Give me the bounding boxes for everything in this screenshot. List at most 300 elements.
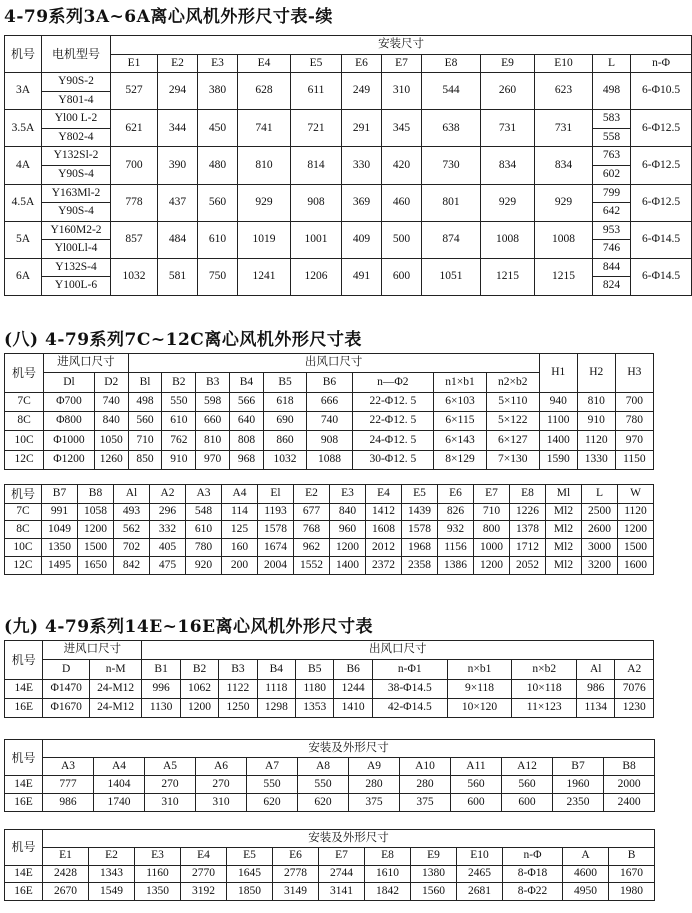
table-cell: 690: [263, 411, 306, 430]
table-row: [5, 147, 692, 166]
motor-model-cell: Yl00 L-2: [42, 110, 111, 129]
table-cell: 5×122: [486, 411, 539, 430]
table-cell: 1378: [510, 521, 546, 539]
table-cell: 1000: [474, 539, 510, 557]
table-cell: 581: [158, 258, 198, 295]
table-cell: 1008: [535, 221, 593, 258]
header-cell: L: [582, 485, 618, 504]
motor-model-cell: Y132Sl-2: [42, 147, 111, 166]
table-cell: 623: [535, 73, 593, 110]
table-cell: 808: [230, 431, 264, 450]
table-cell: 2600: [582, 521, 618, 539]
header-cell: 机号: [5, 641, 43, 680]
header-cell: E9: [411, 847, 457, 865]
header-cell: E7: [319, 847, 365, 865]
table-row: [5, 431, 654, 450]
table-cell: 22-Φ12. 5: [352, 392, 433, 411]
table-row: [5, 794, 655, 812]
table-cell: 260: [481, 73, 535, 110]
table-cell: 3141: [319, 883, 365, 901]
table-cell: 1001: [291, 221, 342, 258]
header-row: [5, 660, 654, 679]
table-cell: 910: [162, 450, 196, 469]
table-cell: 1552: [294, 557, 330, 575]
table-cell: 741: [238, 110, 291, 147]
motor-model-cell: Y132S-4: [42, 258, 111, 277]
table-cell: 280: [349, 776, 400, 794]
table-cell: 834: [535, 147, 593, 184]
table-row: [5, 450, 654, 469]
header-cell: E2: [294, 485, 330, 504]
table-cell: 840: [330, 503, 366, 521]
table1: [4, 35, 692, 296]
table-cell: 310: [196, 794, 247, 812]
table-cell: 1134: [577, 698, 615, 717]
table-cell: 14E: [5, 776, 43, 794]
table-cell: 640: [230, 411, 264, 430]
table-cell: 4950: [563, 883, 609, 901]
table-cell: 1062: [180, 679, 218, 698]
table-cell: 2052: [510, 557, 546, 575]
motor-model-cell: Yl00Ll-4: [42, 240, 111, 259]
table-cell: 1156: [438, 539, 474, 557]
table-cell: 834: [481, 147, 535, 184]
table-cell: 544: [422, 73, 481, 110]
table-cell: 602: [593, 165, 631, 184]
table-cell: 3200: [582, 557, 618, 575]
header-cell: B6: [334, 660, 372, 679]
table-cell: 777: [43, 776, 94, 794]
header-cell: E4: [366, 485, 402, 504]
table-cell: 910: [577, 411, 615, 430]
table-cell: 780: [615, 411, 653, 430]
table-cell: 560: [198, 184, 238, 221]
table-cell: 970: [196, 450, 230, 469]
table-cell: 810: [577, 392, 615, 411]
table-cell: 731: [481, 110, 535, 147]
table-cell: 3149: [273, 883, 319, 901]
table-cell: 527: [111, 73, 158, 110]
header-cell: D2: [94, 373, 128, 392]
table-cell: 1380: [411, 865, 457, 883]
table-cell: 2428: [43, 865, 89, 883]
header-group-cell: 进风口尺寸: [44, 354, 129, 373]
table-cell: 1610: [365, 865, 411, 883]
table3-part-c: [4, 829, 655, 901]
table-cell: 437: [158, 184, 198, 221]
table-cell: 1608: [366, 521, 402, 539]
header-group-cell: 出风口尺寸: [142, 641, 654, 660]
header-cell: 机号: [5, 485, 42, 504]
table-cell: 1206: [291, 258, 342, 295]
header-cell: A9: [349, 758, 400, 776]
header-group-cell: 安装及外形尺寸: [43, 740, 655, 758]
table3-title: (九) 4-79系列14E~16E离心风机外形尺寸表: [4, 617, 374, 637]
table-cell: 1650: [78, 557, 114, 575]
table-cell: 270: [145, 776, 196, 794]
table-cell: 1244: [334, 679, 372, 698]
table-cell: 628: [238, 73, 291, 110]
motor-model-cell: Y801-4: [42, 91, 111, 110]
table2-part-a: [4, 353, 654, 470]
table-cell: 677: [294, 503, 330, 521]
table-cell: 114: [222, 503, 258, 521]
table-cell: Φ1470: [43, 679, 89, 698]
table-cell: 850: [128, 450, 162, 469]
table-cell: 986: [43, 794, 94, 812]
header-cell: B2: [162, 373, 196, 392]
table-cell: 484: [158, 221, 198, 258]
table-cell: 409: [342, 221, 382, 258]
table-cell: 968: [230, 450, 264, 469]
table-cell: 824: [593, 277, 631, 296]
table-cell: 6-Φ12.5: [631, 110, 692, 147]
header-cell: E5: [402, 485, 438, 504]
machine-no-cell: 4.5A: [5, 184, 42, 221]
table-cell: 16E: [5, 794, 43, 812]
table-cell: 6×103: [434, 392, 487, 411]
header-cell: B7: [42, 485, 78, 504]
motor-model-cell: Y90S-2: [42, 73, 111, 92]
table-cell: 1250: [219, 698, 257, 717]
table-cell: 405: [150, 539, 186, 557]
table-cell: 583: [593, 110, 631, 129]
header-cell: E4: [238, 54, 291, 73]
header-row: [5, 485, 654, 504]
table-row: [5, 392, 654, 411]
table-row: [5, 698, 654, 717]
table-cell: 970: [615, 431, 653, 450]
header-row: [5, 830, 655, 848]
header-row: [5, 354, 654, 373]
table-cell: 6-Φ12.5: [631, 184, 692, 221]
table-cell: 2681: [457, 883, 503, 901]
table-cell: 960: [330, 521, 366, 539]
table-cell: 270: [196, 776, 247, 794]
table-cell: 16E: [5, 883, 43, 901]
table-cell: 330: [342, 147, 382, 184]
machine-no-cell: 6A: [5, 258, 42, 295]
table-cell: 8-Φ18: [503, 865, 563, 883]
header-cell: E5: [227, 847, 273, 865]
header-cell: L: [593, 54, 631, 73]
header-cell: 机号: [5, 830, 43, 866]
table-cell: 1960: [553, 776, 604, 794]
table3-part-a: [4, 640, 654, 718]
header-group-cell: 进风口尺寸: [43, 641, 142, 660]
table-cell: 38-Φ14.5: [372, 679, 447, 698]
table-row: [5, 539, 654, 557]
table-cell: 702: [114, 539, 150, 557]
header-cell: A10: [400, 758, 451, 776]
table-cell: 460: [382, 184, 422, 221]
table-cell: 10×118: [512, 679, 577, 698]
table-cell: 1578: [402, 521, 438, 539]
table-cell: 14E: [5, 679, 43, 698]
table-cell: 6-Φ10.5: [631, 73, 692, 110]
table-cell: 1674: [258, 539, 294, 557]
header-cell: A7: [247, 758, 298, 776]
header-cell: H1: [539, 354, 577, 393]
table-cell: 2004: [258, 557, 294, 575]
table-cell: 11×123: [512, 698, 577, 717]
header-cell: E5: [291, 54, 342, 73]
header-cell: El: [258, 485, 294, 504]
table-cell: 4600: [563, 865, 609, 883]
table-cell: 369: [342, 184, 382, 221]
table-cell: 600: [382, 258, 422, 295]
header-cell: E1: [43, 847, 89, 865]
table-cell: 10×120: [447, 698, 512, 717]
header-cell: E3: [330, 485, 366, 504]
table-row: [5, 184, 692, 203]
table-cell: 475: [150, 557, 186, 575]
table-cell: 2372: [366, 557, 402, 575]
table-cell: 10C: [5, 539, 42, 557]
table-cell: 1200: [330, 539, 366, 557]
header-cell: E6: [342, 54, 382, 73]
table-cell: 1008: [481, 221, 535, 258]
table-cell: 6-Φ14.5: [631, 258, 692, 295]
table3-part-b: [4, 739, 655, 812]
table-cell: 908: [291, 184, 342, 221]
table-row: [5, 503, 654, 521]
header-cell: E7: [382, 54, 422, 73]
table-cell: 1051: [422, 258, 481, 295]
table-cell: 929: [238, 184, 291, 221]
table-cell: 1410: [334, 698, 372, 717]
header-cell: A5: [145, 758, 196, 776]
header-cell: E4: [181, 847, 227, 865]
table-cell: 600: [451, 794, 502, 812]
table-cell: 1645: [227, 865, 273, 883]
table-cell: 953: [593, 221, 631, 240]
table-cell: 2500: [582, 503, 618, 521]
table-cell: 1215: [535, 258, 593, 295]
table-cell: 498: [593, 73, 631, 110]
table-cell: 7C: [5, 503, 42, 521]
header-row: [5, 641, 654, 660]
table-cell: 2358: [402, 557, 438, 575]
header-cell: H3: [615, 354, 653, 393]
table-cell: 799: [593, 184, 631, 203]
table-cell: 1100: [539, 411, 577, 430]
table-cell: Φ800: [44, 411, 95, 430]
table-cell: 6×115: [434, 411, 487, 430]
table-cell: 620: [247, 794, 298, 812]
header-cell: n-Φ: [631, 54, 692, 73]
table-cell: 1670: [609, 865, 655, 883]
table-cell: 1350: [135, 883, 181, 901]
table-cell: 2778: [273, 865, 319, 883]
table-cell: 345: [382, 110, 422, 147]
header-cell: A: [563, 847, 609, 865]
table-cell: 1120: [577, 431, 615, 450]
table-cell: 296: [150, 503, 186, 521]
table-cell: 5×110: [486, 392, 539, 411]
table-cell: 280: [400, 776, 451, 794]
table-cell: 700: [111, 147, 158, 184]
header-group-cell: 安装尺寸: [111, 36, 692, 55]
header-cell: 机号: [5, 740, 43, 776]
table-cell: 3000: [582, 539, 618, 557]
table-cell: 2400: [604, 794, 655, 812]
header-cell: Al: [577, 660, 615, 679]
table-cell: 1122: [219, 679, 257, 698]
table-cell: 1560: [411, 883, 457, 901]
header-cell: B4: [257, 660, 295, 679]
header-cell: E3: [135, 847, 181, 865]
table-cell: 1980: [609, 883, 655, 901]
header-cell: A6: [196, 758, 247, 776]
table-cell: Ml2: [546, 557, 582, 575]
table-cell: 7C: [5, 392, 44, 411]
header-group-cell: 出风口尺寸: [128, 354, 539, 373]
header-cell: A2: [615, 660, 654, 679]
header-cell: B5: [296, 660, 334, 679]
table-cell: 1200: [180, 698, 218, 717]
table-cell: 1120: [618, 503, 654, 521]
table-cell: 1330: [577, 450, 615, 469]
motor-model-cell: Y90S-4: [42, 203, 111, 222]
table-cell: 920: [186, 557, 222, 575]
table-cell: 700: [615, 392, 653, 411]
table-cell: 550: [298, 776, 349, 794]
table-cell: 500: [382, 221, 422, 258]
table-cell: 291: [342, 110, 382, 147]
table-cell: 1400: [539, 431, 577, 450]
table-cell: 929: [535, 184, 593, 221]
header-cell: Dl: [44, 373, 95, 392]
table-cell: 310: [145, 794, 196, 812]
table-cell: 750: [198, 258, 238, 295]
table-cell: 480: [198, 147, 238, 184]
table-cell: 16E: [5, 698, 43, 717]
table-cell: 1230: [615, 698, 654, 717]
table-cell: 491: [342, 258, 382, 295]
header-cell: n-M: [89, 660, 142, 679]
header-cell: E6: [438, 485, 474, 504]
table-cell: 42-Φ14.5: [372, 698, 447, 717]
table-cell: 991: [42, 503, 78, 521]
table-cell: 1600: [618, 557, 654, 575]
table-cell: 8-Φ22: [503, 883, 563, 901]
table-cell: 740: [307, 411, 352, 430]
table-cell: 1495: [42, 557, 78, 575]
table-cell: 24-Φ12. 5: [352, 431, 433, 450]
table-cell: Ml2: [546, 503, 582, 521]
table-cell: 1549: [89, 883, 135, 901]
table-cell: 810: [238, 147, 291, 184]
header-row: [5, 758, 655, 776]
table-cell: 810: [196, 431, 230, 450]
header-cell: B3: [219, 660, 257, 679]
header-cell: A12: [502, 758, 553, 776]
table2-part-b: [4, 484, 654, 575]
table-cell: 610: [186, 521, 222, 539]
header-cell: n-Φ1: [372, 660, 447, 679]
motor-model-cell: Y802-4: [42, 128, 111, 147]
header-cell: E7: [474, 485, 510, 504]
table-cell: 730: [422, 147, 481, 184]
table-cell: 2744: [319, 865, 365, 883]
table-cell: 6-Φ12.5: [631, 147, 692, 184]
table-cell: 1049: [42, 521, 78, 539]
header-cell: n×b1: [447, 660, 512, 679]
table-cell: 638: [422, 110, 481, 147]
header-cell: B5: [263, 373, 306, 392]
table-cell: 621: [111, 110, 158, 147]
table-cell: 1712: [510, 539, 546, 557]
header-cell: B1: [142, 660, 180, 679]
table-cell: 14E: [5, 865, 43, 883]
table1-title: 4-79系列3A~6A离心风机外形尺寸表-续: [4, 7, 333, 27]
table2-title: (八) 4-79系列7C~12C离心风机外形尺寸表: [4, 330, 362, 350]
header-row: [5, 36, 692, 55]
table-cell: 10C: [5, 431, 44, 450]
header-cell: E8: [422, 54, 481, 73]
header-cell: B: [609, 847, 655, 865]
table-cell: 844: [593, 258, 631, 277]
table-cell: 249: [342, 73, 382, 110]
table-cell: 932: [438, 521, 474, 539]
table-cell: 2012: [366, 539, 402, 557]
table-cell: 710: [128, 431, 162, 450]
header-cell: E10: [535, 54, 593, 73]
header-cell: A2: [150, 485, 186, 504]
header-cell: E10: [457, 847, 503, 865]
table-cell: 814: [291, 147, 342, 184]
table-cell: 762: [162, 431, 196, 450]
table-cell: 801: [422, 184, 481, 221]
table-cell: 8C: [5, 411, 44, 430]
table-cell: 660: [196, 411, 230, 430]
header-cell: E2: [89, 847, 135, 865]
table-cell: 2770: [181, 865, 227, 883]
table-cell: 1200: [474, 557, 510, 575]
table-cell: 550: [247, 776, 298, 794]
table-cell: 857: [111, 221, 158, 258]
table-cell: 763: [593, 147, 631, 166]
table-cell: 618: [263, 392, 306, 411]
header-cell: A4: [222, 485, 258, 504]
header-cell: E8: [365, 847, 411, 865]
table-row: [5, 221, 692, 240]
table-cell: Φ1670: [43, 698, 89, 717]
table-cell: 1160: [135, 865, 181, 883]
table-cell: 9×118: [447, 679, 512, 698]
table-row: [5, 865, 655, 883]
table-cell: 12C: [5, 450, 44, 469]
header-cell: E6: [273, 847, 319, 865]
table-cell: 390: [158, 147, 198, 184]
header-cell: A8: [298, 758, 349, 776]
table-cell: 996: [142, 679, 180, 698]
motor-model-cell: Y90S-4: [42, 165, 111, 184]
header-cell: n-Φ: [503, 847, 563, 865]
header-cell: A11: [451, 758, 502, 776]
header-cell: A3: [186, 485, 222, 504]
table-cell: 24-M12: [89, 698, 142, 717]
table-cell: 962: [294, 539, 330, 557]
table-cell: 620: [298, 794, 349, 812]
table-cell: 1118: [257, 679, 295, 698]
table-cell: 1226: [510, 503, 546, 521]
header-cell: B7: [553, 758, 604, 776]
table-cell: 611: [291, 73, 342, 110]
table-cell: 778: [111, 184, 158, 221]
header-cell: W: [618, 485, 654, 504]
